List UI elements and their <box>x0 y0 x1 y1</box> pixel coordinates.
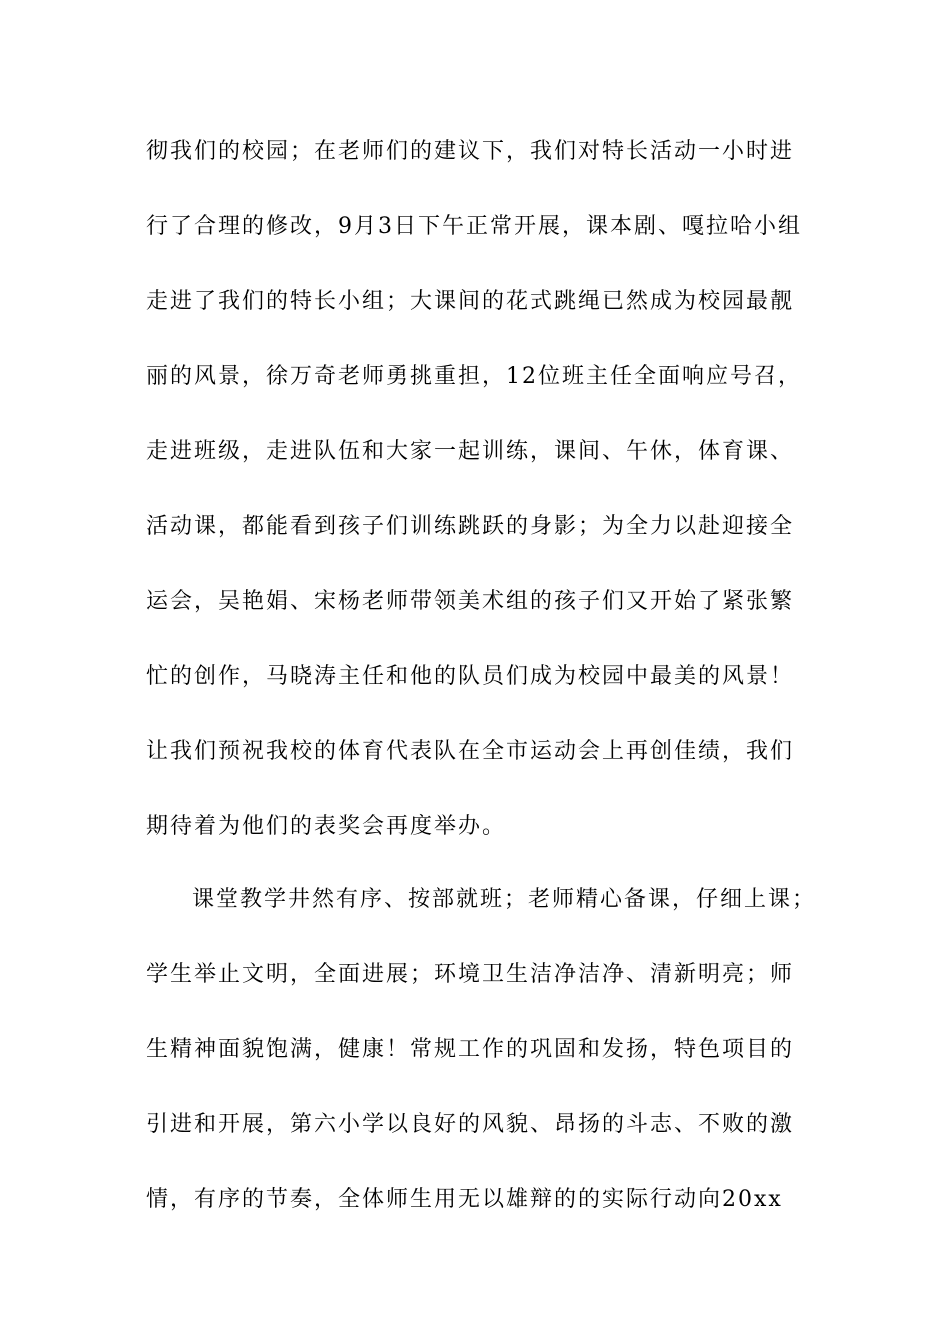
text-line: 生精神面貌饱满，健康！常规工作的巩固和发扬，特色项目的 <box>146 1037 795 1062</box>
text-line: 情，有序的节奏，全体师生用无以雄辩的的实际行动向20xx <box>146 1187 783 1212</box>
text-line: 走进了我们的特长小组；大课间的花式跳绳已然成为校园最靓 <box>146 289 795 314</box>
text-line: 运会，吴艳娟、宋杨老师带领美术组的孩子们又开始了紧张繁 <box>146 589 795 614</box>
text-line: 课堂教学井然有序、按部就班；老师精心备课，仔细上课； <box>192 887 817 912</box>
text-line: 引进和开展，第六小学以良好的风貌、昂扬的斗志、不败的激 <box>146 1112 795 1137</box>
text-line: 让我们预祝我校的体育代表队在全市运动会上再创佳绩，我们 <box>146 739 795 764</box>
text-line: 活动课，都能看到孩子们训练跳跃的身影；为全力以赴迎接全 <box>146 514 795 539</box>
text-line: 丽的风景，徐万奇老师勇挑重担，12位班主任全面响应号召， <box>146 364 802 389</box>
text-line: 学生举止文明，全面进展；环境卫生洁净洁净、清新明亮；师 <box>146 962 795 987</box>
text-line: 忙的创作，马晓涛主任和他的队员们成为校园中最美的风景！ <box>146 664 795 689</box>
text-line: 期待着为他们的表奖会再度举办。 <box>146 814 507 839</box>
text-line: 彻我们的校园；在老师们的建议下，我们对特长活动一小时进 <box>146 139 795 164</box>
text-line: 走进班级，走进队伍和大家一起训练，课间、午休，体育课、 <box>146 439 795 464</box>
text-line: 行了合理的修改，9月3日下午正常开展，课本剧、嘎拉哈小组 <box>146 214 802 239</box>
